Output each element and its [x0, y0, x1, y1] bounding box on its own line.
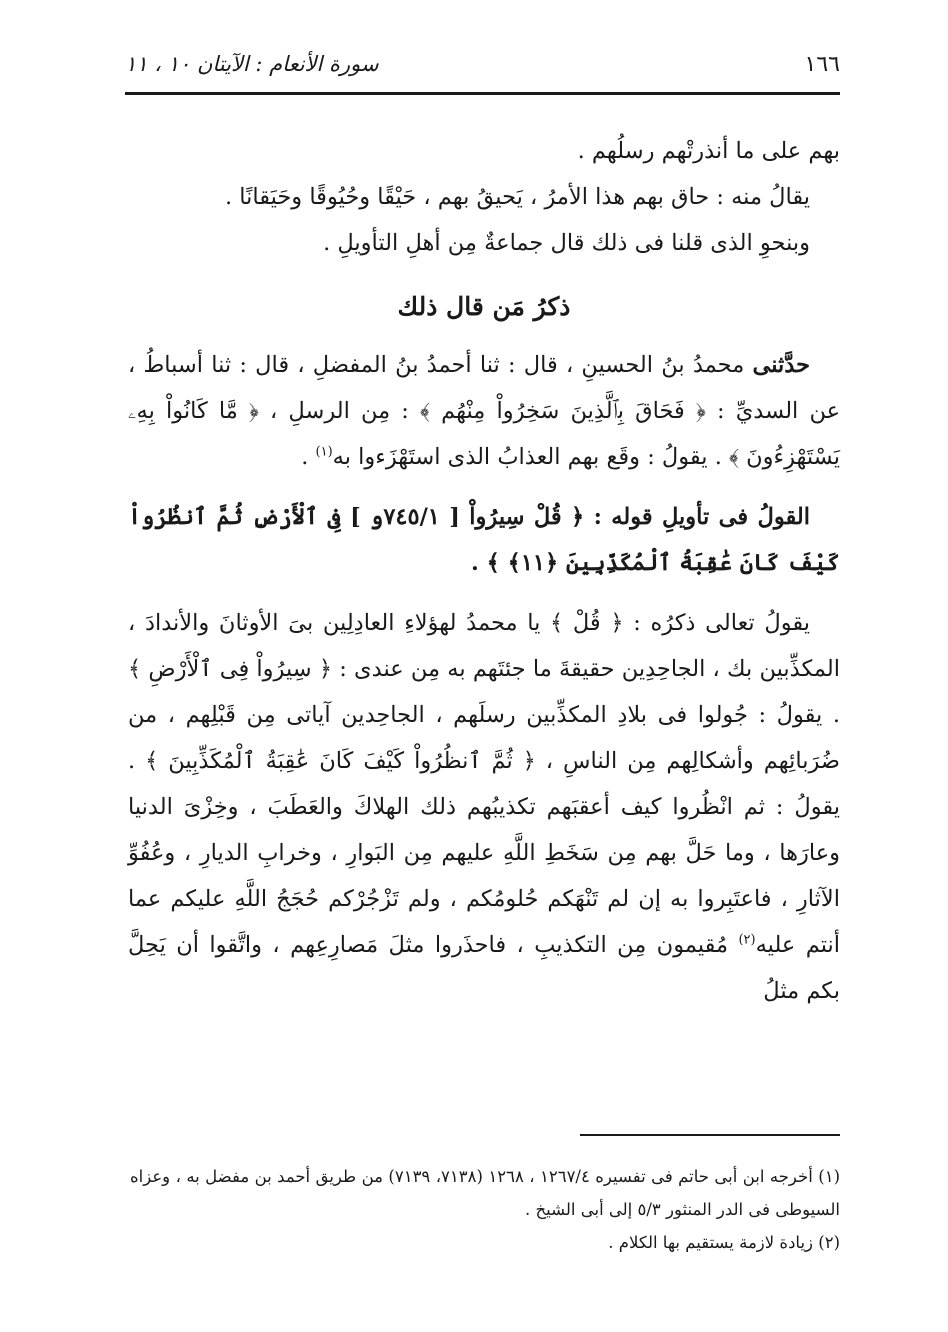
footnote-rule — [580, 1134, 840, 1136]
running-title: سورة الأنعام : الآيتان ١٠ ، ١١ — [125, 52, 379, 76]
hadith-lead: حدَّثنى — [752, 352, 810, 378]
paragraph: بهم على ما أنذرتْهم رسلُهم . — [577, 138, 840, 164]
paragraph-text: محمدُ بنُ الحسينِ ، قال : ثنا أحمدُ بنُ المفضلِ ، قال : ثنا أسباطُ ، عن السديِّ : ﴿ فَحَاقَ بِٱلَّذِينَ سَخِرُواْ مِنْهُم ﴾ : مِن الرسلِ ، ﴿ مَّا كَانُواْ بِهِۦ يَسْتَهْزِءُونَ ﴾ . يقولُ : وقَع بهم العذابُ الذى استَهْزَءوا به — [128, 352, 840, 470]
paragraph-text: يقولُ تعالى ذكرُه : ﴿ قُلْ ﴾ يا محمدُ لهؤلاءِ العادِلِين بىَ الأوثانَ والأندادَ ، المكذِّبين بك ، الجاحِدِين حقيقةَ ما جئتَهم به مِن عندى : ﴿ سِيرُواْ فِى ٱلْأَرْضِ ﴾ . يقولُ : جُولوا فى بلادِ المكذِّبين رسلَهم ، الجاحِدين آياتى مِن قَبْلِهم ، من ضُرَبائِهم وأشكالِهم مِن الناسِ ، ﴿ ثُمَّ ٱنظُرُواْ كَيْفَ كَانَ عَٰقِبَةُ ٱلْمُكَذِّبِينَ ﴾ . يقولُ : ثم انْظُروا كيف أعقبَهم تكذيبُهم ذلك الهلاكَ والعَطَبَ ، وخِزْىَ الدنيا وعارَها ، وما حَلَّ بهم مِن سَخَطِ اللَّهِ عليهم مِن البَوارِ ، وخرابِ الديارِ ، وعُفُوِّ الآثارِ ، فاعتَبِروا به إن لم تَنْهَكم حُلومُكم ، ولم تَزْجُرْكم حُجَجُ اللَّهِ عليكم عما أنتم عليه — [128, 610, 840, 958]
footnote: (١) أخرجه ابن أبى حاتم فى تفسيره ١٢٦٧/٤ ، ١٢٦٨ (٧١٣٨، ٧١٣٩) من طريق أحمد بن مفضل به ، وعزاه السيوطى فى الدر المنثور ٥/٣ إلى أبى الشيخ . — [130, 1167, 840, 1219]
section-heading: ذكرُ مَن قال ذلك — [397, 292, 571, 321]
verse-text: ﴿ قُلْ سِيرُواْ [ ٧٤٥/١و ] فِى ٱلْأَرْضِ ثُمَّ ٱنظُرُواْ كَيْفَ كَانَ عَٰقِبَةُ ٱلْمُكَذِّبِينَ ﴿١١﴾ ﴾ . — [128, 504, 840, 576]
paragraph — [128, 494, 840, 586]
paragraph: يقالُ منه : حاق بهم هذا الأمرُ ، يَحيقُ بهم ، حَيْقًا وحُيُوقًا وحَيَقانًا . — [224, 184, 810, 210]
paragraph-text: مُقيمون مِن التكذيبِ ، فاحذَروا مثلَ مَصارِعِهم ، واتَّقوا أن يَحِلَّ بكم مثلُ — [128, 932, 840, 1004]
paragraph — [128, 600, 840, 1014]
paragraph-text: . — [301, 444, 316, 470]
page-number: ١٦٦ — [804, 51, 840, 77]
footnote-marker[interactable]: (٢) — [738, 932, 756, 948]
footnote: (٢) زيادة لازمة يستقيم بها الكلام . — [608, 1233, 840, 1252]
tafsir-heading: القولُ فى تأويلِ قوله : — [593, 504, 810, 530]
footnote-marker[interactable]: (١) — [315, 444, 333, 460]
paragraph — [128, 342, 840, 480]
page-header — [125, 44, 840, 84]
main-text — [128, 128, 840, 1014]
footnotes — [130, 1160, 840, 1259]
header-rule — [125, 92, 840, 95]
paragraph: وبنحوِ الذى قلنا فى ذلك قال جماعةٌ مِن أهلِ التأويلِ . — [323, 230, 810, 256]
